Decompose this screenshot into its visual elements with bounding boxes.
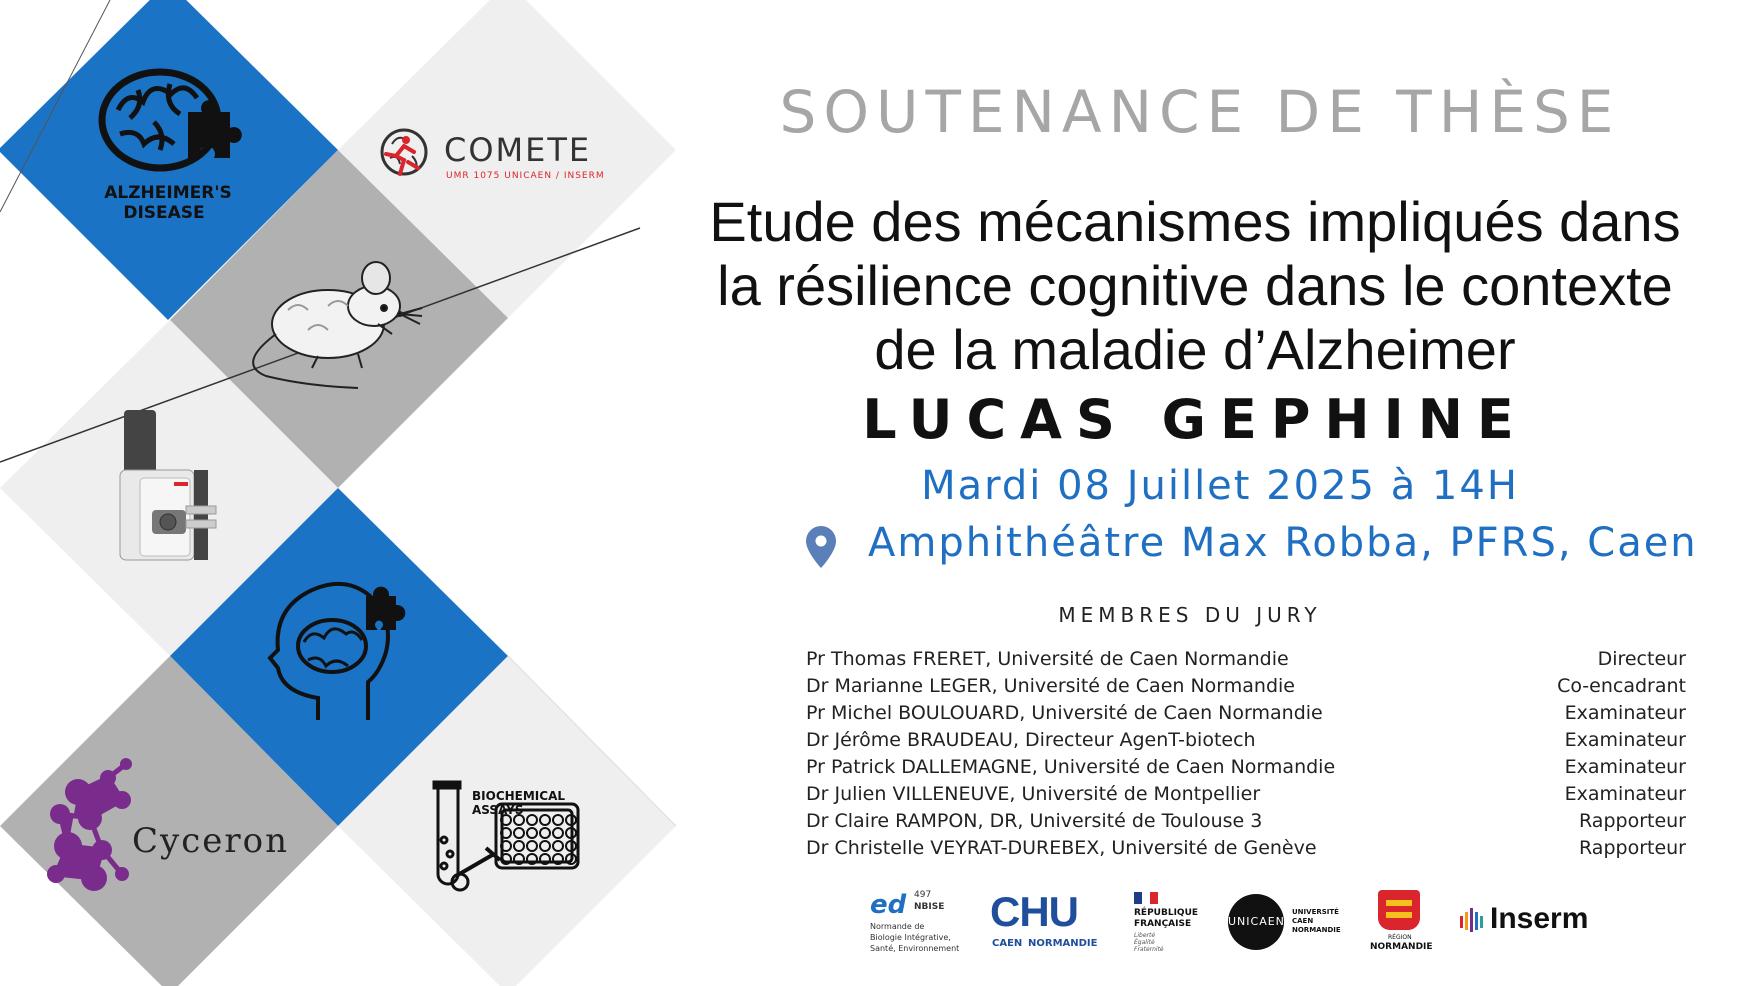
ed-nbise-logo (870, 892, 960, 968)
republique-motto: Fraternité (1134, 946, 1164, 953)
jury-member: Dr Marianne LEGER, Université de Caen Normandie (806, 675, 1295, 697)
thesis-title (660, 190, 1730, 382)
republique-francaise-logo (1132, 892, 1212, 962)
jury-row (806, 702, 1686, 729)
unicaen-seal (1228, 894, 1284, 950)
unicaen-mark: UNICAEN (1228, 915, 1285, 928)
ed-caption-line: Santé, Environnement (870, 944, 960, 953)
ed-mark: ed (870, 890, 907, 920)
jury-heading: MEMBRES DU JURY (1058, 603, 1322, 627)
unicaen-line: NORMANDIE (1292, 926, 1341, 934)
republique-motto: Égalité (1134, 939, 1155, 946)
unicaen-logo (1228, 894, 1348, 960)
jury-role: Co-encadrant (1557, 675, 1686, 697)
alzheimer-label-line2: DISEASE (123, 203, 205, 223)
region-normandie-logo (1364, 890, 1444, 966)
jury-row (806, 675, 1686, 702)
candidate-name: LUCAS GEPHINE (862, 388, 1528, 451)
assays-label-line1: BIOCHEMICAL (472, 789, 566, 803)
ed-acronym: NBISE (914, 902, 945, 912)
jury-row (806, 729, 1686, 756)
jury-member: Dr Julien VILLENEUVE, Université de Montpellier (806, 783, 1261, 805)
comete-subtitle: UMR 1075 UNICAEN / INSERM (446, 171, 605, 181)
jury-member: Pr Patrick DALLEMAGNE, Université de Caen Normandie (806, 756, 1336, 778)
event-venue: Amphithéâtre Max Robba, PFRS, Caen (868, 520, 1698, 566)
republique-motto: Liberté (1134, 932, 1156, 939)
jury-role: Examinateur (1564, 756, 1686, 778)
cyceron-title: Cyceron (132, 821, 290, 861)
inserm-bars-icon (1460, 908, 1484, 934)
chu-logo (990, 888, 1106, 962)
jury-list (806, 648, 1686, 864)
republique-line: FRANÇAISE (1134, 919, 1192, 929)
unicaen-line: UNIVERSITÉ (1292, 908, 1339, 916)
jury-member: Dr Jérôme BRAUDEAU, Directeur AgenT-biotech (806, 729, 1256, 751)
alzheimer-label-line1: ALZHEIMER'S (104, 183, 232, 203)
ed-caption-line: Biologie Intégrative, (870, 933, 951, 942)
jury-member: Pr Thomas FRERET, Université de Caen Normandie (806, 648, 1289, 670)
ed-number: 497 (914, 890, 932, 900)
ed-caption-line: Normande de (870, 922, 925, 931)
chu-caption-b: NORMANDIE (1028, 938, 1098, 949)
partner-logos (860, 882, 1720, 972)
thesis-title-line: Etude des mécanismes impliqués dans (709, 190, 1681, 253)
jury-role: Examinateur (1564, 783, 1686, 805)
jury-row (806, 837, 1686, 864)
assays-label-line2: ASSAYS (472, 803, 524, 817)
region-line: RÉGION (1388, 934, 1412, 941)
inserm-mark: Inserm (1490, 902, 1589, 935)
jury-row (806, 756, 1686, 783)
event-date: Mardi 08 Juillet 2025 à 14H (921, 463, 1519, 509)
page-heading: SOUTENANCE DE THÈSE (779, 78, 1621, 146)
unicaen-line: CAEN (1292, 917, 1314, 925)
republique-line: RÉPUBLIQUE (1134, 908, 1199, 918)
region-line: NORMANDIE (1370, 942, 1433, 952)
jury-member: Dr Claire RAMPON, DR, Université de Toulouse 3 (806, 810, 1263, 832)
jury-role: Directeur (1597, 648, 1686, 670)
jury-role: Rapporteur (1579, 837, 1686, 859)
jury-member: Pr Michel BOULOUARD, Université de Caen Normandie (806, 702, 1323, 724)
thesis-title-line: la résilience cognitive dans le contexte (717, 254, 1673, 317)
thesis-title-line: de la maladie d’Alzheimer (874, 318, 1516, 381)
jury-row (806, 783, 1686, 810)
chu-mark: CHU (990, 888, 1078, 935)
jury-member: Dr Christelle VEYRAT-DUREBEX, Université de Genève (806, 837, 1317, 859)
normandy-lions-icon (1378, 890, 1420, 930)
jury-row (806, 648, 1686, 675)
inserm-logo (1460, 902, 1600, 942)
jury-role: Rapporteur (1579, 810, 1686, 832)
jury-role: Examinateur (1564, 702, 1686, 724)
jury-role: Examinateur (1564, 729, 1686, 751)
jury-row (806, 810, 1686, 837)
french-flag-icon (1134, 892, 1158, 904)
chu-caption-a: CAEN (992, 938, 1023, 949)
comete-title: COMETE (444, 131, 592, 169)
decorative-mosaic (0, 0, 700, 986)
map-pin-icon (804, 524, 838, 570)
